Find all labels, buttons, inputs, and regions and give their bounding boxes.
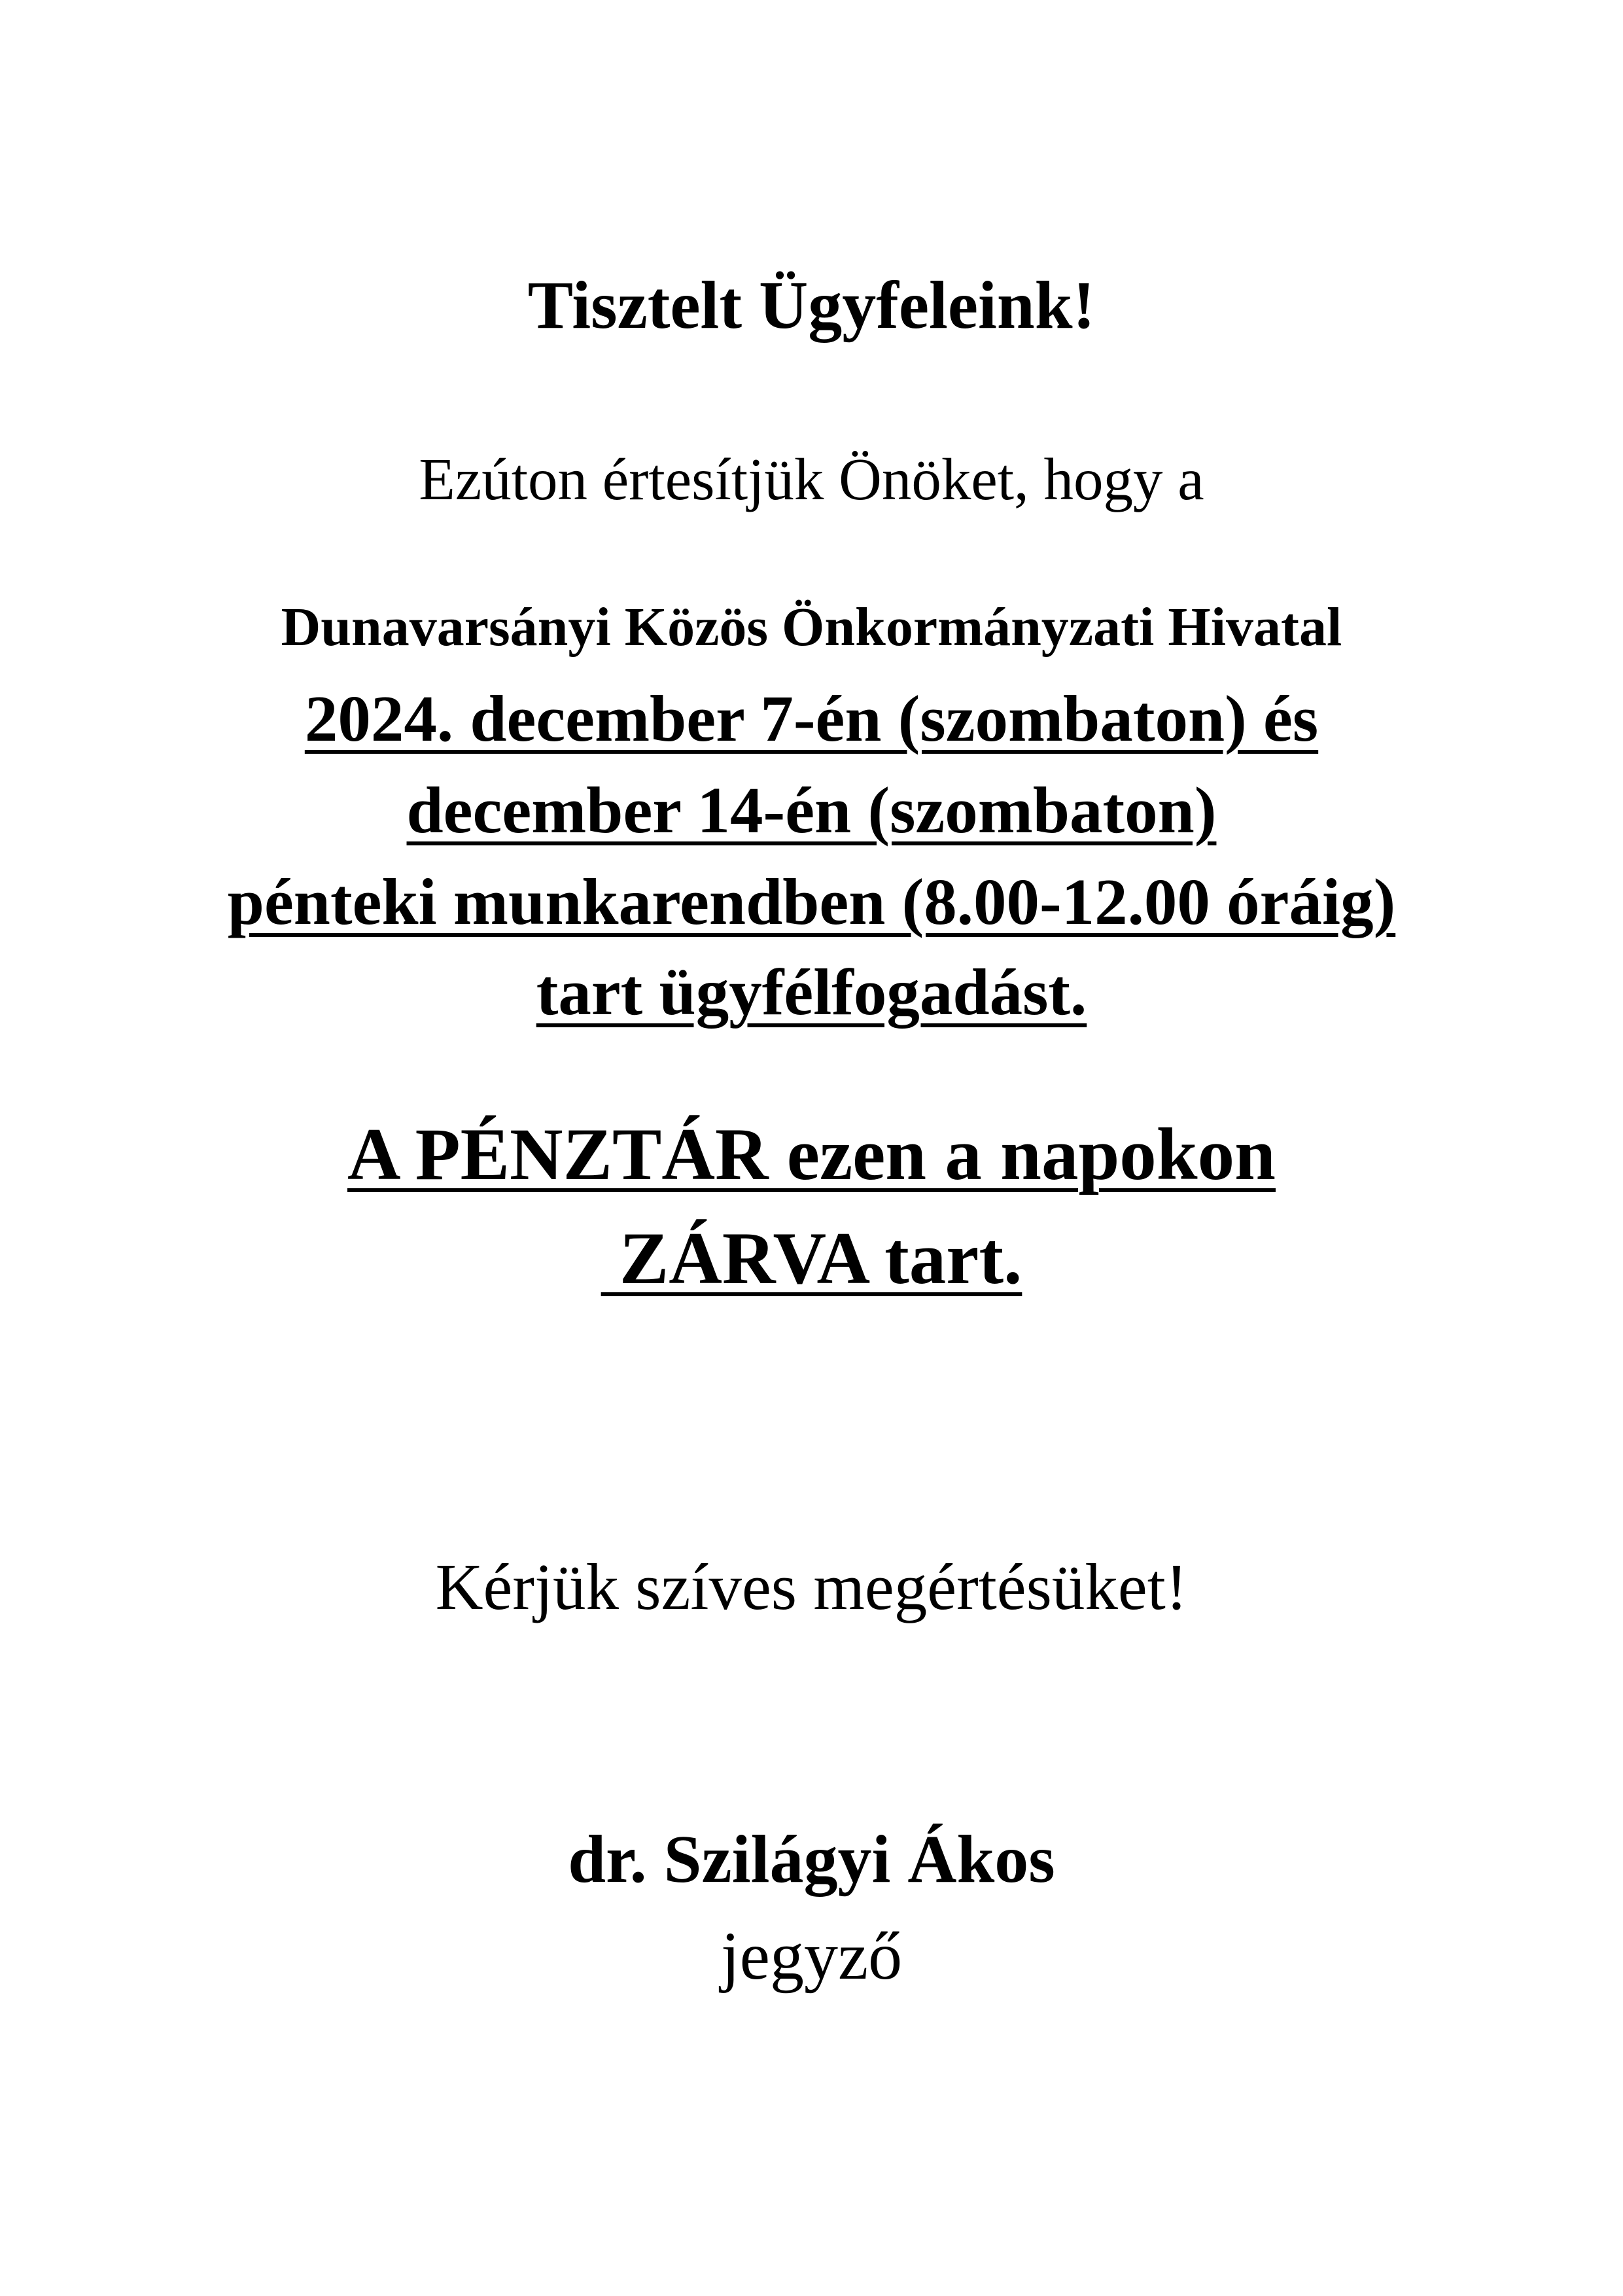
schedule-line-text: 2024. december 7-én (szombaton) és <box>304 682 1319 755</box>
schedule-line <box>0 955 1623 1029</box>
cashier-line <box>0 1114 1623 1195</box>
schedule-line <box>0 865 1623 938</box>
greeting-heading: Tisztelt Ügyfeleink! <box>527 268 1096 343</box>
schedule-line <box>0 682 1623 755</box>
schedule-line <box>0 773 1623 847</box>
cashier-line-text: A PÉNZTÁR ezen a napokon <box>347 1114 1276 1195</box>
intro-text: Ezúton értesítjük Önöket, hogy a <box>419 446 1204 512</box>
signature-name: dr. Szilágyi Ákos <box>568 1822 1055 1897</box>
signature-title: jegyző <box>720 1918 903 1994</box>
schedule-line-text: december 14-én (szombaton) <box>406 773 1217 847</box>
closing-text: Kérjük szíves megértésüket! <box>435 1550 1188 1623</box>
schedule-line-text: tart ügyfélfogadást. <box>536 955 1087 1029</box>
schedule-line-text: pénteki munkarendben (8.00-12.00 óráig) <box>227 865 1396 938</box>
office-name: Dunavarsányi Közös Önkormányzati Hivatal <box>281 597 1342 658</box>
cashier-line-text: ZÁRVA tart. <box>601 1218 1022 1299</box>
cashier-line <box>0 1218 1623 1299</box>
